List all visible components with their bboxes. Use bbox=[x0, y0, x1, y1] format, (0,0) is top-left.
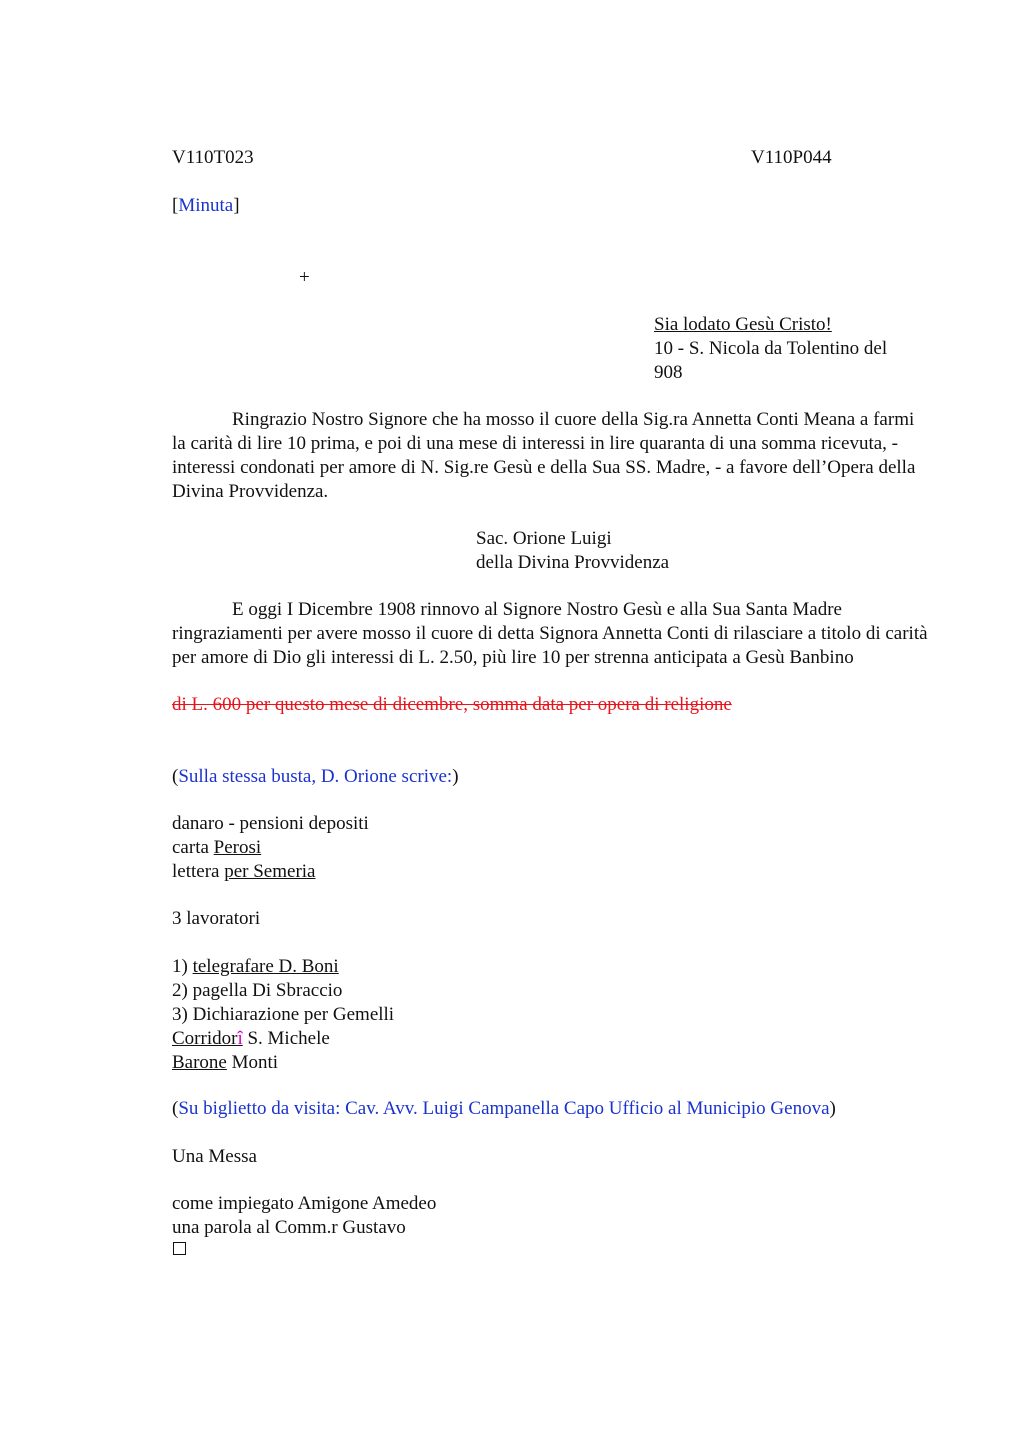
minuta-text: Minuta bbox=[178, 195, 234, 216]
paragraph-renewal: E oggi I Dicembre 1908 rinnovo al Signore Nostro Gesù e alla Sua Santa Madre ringraziamenti per avere mosso il cuore di detta Signora Annetta Conti di rilasciare a titolo di carità per amore di Dio gli interessi di L. 2.50, più lire 10 per strenna anticipata a Gesù Banbino bbox=[172, 599, 928, 668]
date-line-1: 10 - S. Nicola da Tolentino del bbox=[654, 338, 888, 359]
list-item bbox=[172, 860, 369, 884]
uncertain-letter: î bbox=[237, 1028, 243, 1049]
list-underlined-text: telegrafare D. Boni bbox=[192, 956, 339, 977]
list-underlined-text bbox=[172, 1028, 243, 1049]
dateline-block bbox=[654, 313, 934, 385]
messa-line: Una Messa bbox=[172, 1146, 257, 1167]
note-text: Su biglietto da visita: Cav. Avv. Luigi Campanella Capo Ufficio al Municipio Genova bbox=[178, 1098, 830, 1119]
paren-open: ( bbox=[172, 1098, 179, 1119]
empty-box-icon bbox=[173, 1242, 186, 1255]
list-item bbox=[172, 836, 369, 860]
corridor-text: Corridor bbox=[172, 1028, 238, 1049]
editorial-note-envelope bbox=[172, 765, 459, 789]
list-item: 3) Dichiarazione per Gemelli bbox=[172, 1004, 395, 1025]
list-text: Monti bbox=[226, 1052, 279, 1073]
paren-open: ( bbox=[172, 766, 179, 787]
list-underlined-text: Perosi bbox=[213, 837, 262, 858]
minuta-label bbox=[172, 194, 240, 218]
list-item bbox=[172, 955, 394, 979]
list-text: carta bbox=[172, 837, 214, 858]
notes-list-2 bbox=[172, 955, 394, 1075]
list-item bbox=[172, 1051, 394, 1075]
final-notes bbox=[172, 1192, 436, 1240]
list-item: danaro - pensioni depositi bbox=[172, 813, 369, 834]
paren-close: ) bbox=[452, 766, 459, 787]
paren-close: ) bbox=[829, 1098, 836, 1119]
signature-name: Sac. Orione Luigi bbox=[476, 528, 612, 549]
document-code-left: V110T023 bbox=[172, 147, 254, 168]
list-item bbox=[172, 1027, 394, 1051]
date-line-2: 908 bbox=[654, 362, 683, 383]
lavoratori-line: 3 lavoratori bbox=[172, 908, 261, 929]
list-item: una parola al Comm.r Gustavo bbox=[172, 1217, 406, 1238]
list-underlined-text: per Semeria bbox=[224, 861, 316, 882]
list-text: S. Michele bbox=[242, 1028, 330, 1049]
list-number: 1) bbox=[172, 956, 193, 977]
list-item: 2) pagella Di Sbraccio bbox=[172, 980, 343, 1001]
struck-through-line: di L. 600 per questo mese di dicembre, somma data per opera di religione bbox=[172, 694, 732, 715]
document-code-right: V110P044 bbox=[751, 147, 832, 168]
note-text: Sulla stessa busta, D. Orione scrive: bbox=[178, 766, 453, 787]
notes-list-1 bbox=[172, 812, 369, 884]
list-item: come impiegato Amigone Amedeo bbox=[172, 1193, 437, 1214]
cross-symbol: + bbox=[299, 267, 310, 288]
bracket-open: [ bbox=[172, 195, 179, 216]
list-text: lettera bbox=[172, 861, 225, 882]
editorial-note-card bbox=[172, 1097, 836, 1121]
bracket-close: ] bbox=[233, 195, 240, 216]
list-underlined-text: Barone bbox=[172, 1052, 227, 1073]
paragraph-thanks: Ringrazio Nostro Signore che ha mosso il cuore della Sig.ra Annetta Conti Meana a farmi la carità di lire 10 prima, e poi di una mese di interessi in lire quaranta di una somma ricevuta, - interessi condonati per amore di N. Sig.re Gesù e della Sua SS. Madre, - a favore dell’Opera della Divina Provvidenza. bbox=[172, 409, 916, 502]
praise-line: Sia lodato Gesù Cristo! bbox=[654, 314, 832, 335]
signature-title: della Divina Provvidenza bbox=[476, 552, 670, 573]
signature-block bbox=[476, 527, 669, 575]
